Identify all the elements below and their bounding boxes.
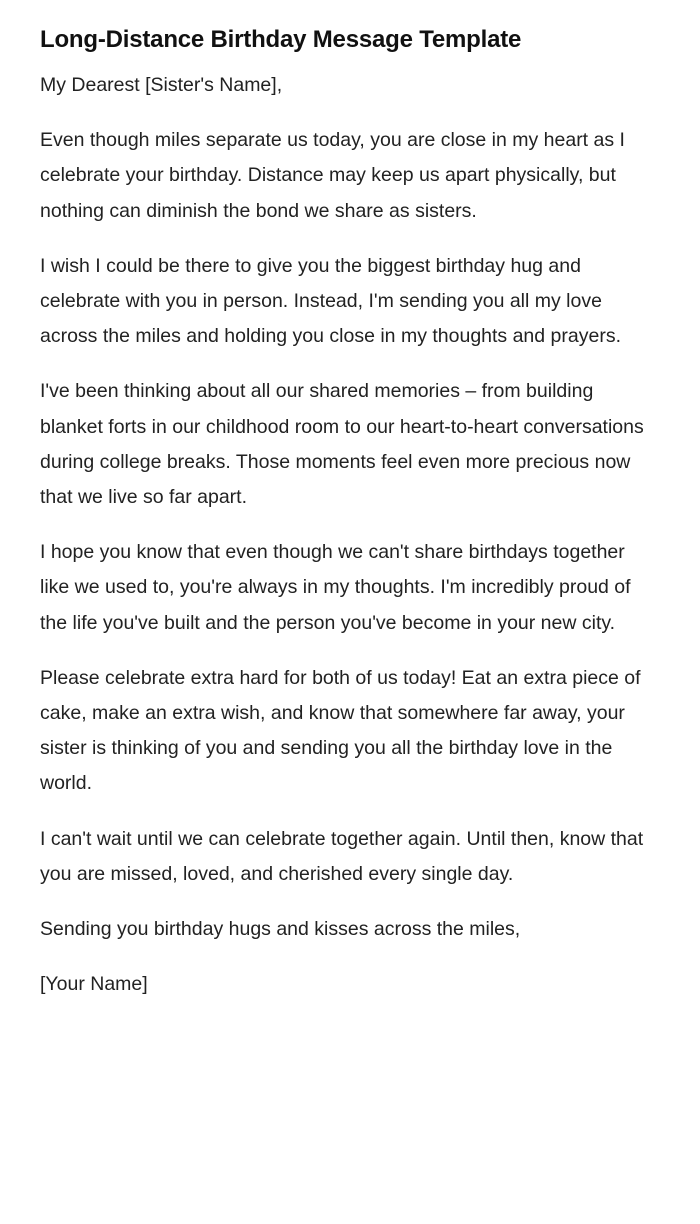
salutation: My Dearest [Sister's Name], — [40, 74, 283, 96]
closing-line: Sending you birthday hugs and kisses across the miles, — [40, 918, 521, 941]
body-paragraph: I wish I could be there to give you the biggest birthday hug and celebrate with you in person. Instead, I'm sending you all my love across the miles and holding you close in my thoughts and prayers. — [40, 254, 621, 348]
signature: [Your Name] — [40, 973, 148, 996]
body-paragraph: I hope you know that even though we can't share birthdays together like we used to, you're always in my thoughts. I'm incredibly proud of the life you've built and the person you've become in your new city. — [40, 541, 631, 634]
body-paragraph: Please celebrate extra hard for both of us today! Eat an extra piece of cake, make an extra wish, and know that somewhere far away, your sister is thinking of you and sending you all the birthday love in the world. — [40, 666, 641, 795]
body-paragraph: Even though miles separate us today, you are close in my heart as I celebrate your birthday. Distance may keep us apart physically, but nothing can diminish the bond we share as sisters. — [40, 129, 625, 222]
document-page — [40, 22, 650, 1022]
document-title: Long-Distance Birthday Message Template — [40, 26, 522, 53]
body-paragraph: I've been thinking about all our shared memories – from building blanket forts in our childhood room to our heart-to-heart conversations during college breaks. Those moments feel even more precious now that we live so far apart. — [40, 380, 644, 509]
body-paragraph: I can't wait until we can celebrate together again. Until then, know that you are missed, loved, and cherished every single day. — [40, 827, 644, 885]
